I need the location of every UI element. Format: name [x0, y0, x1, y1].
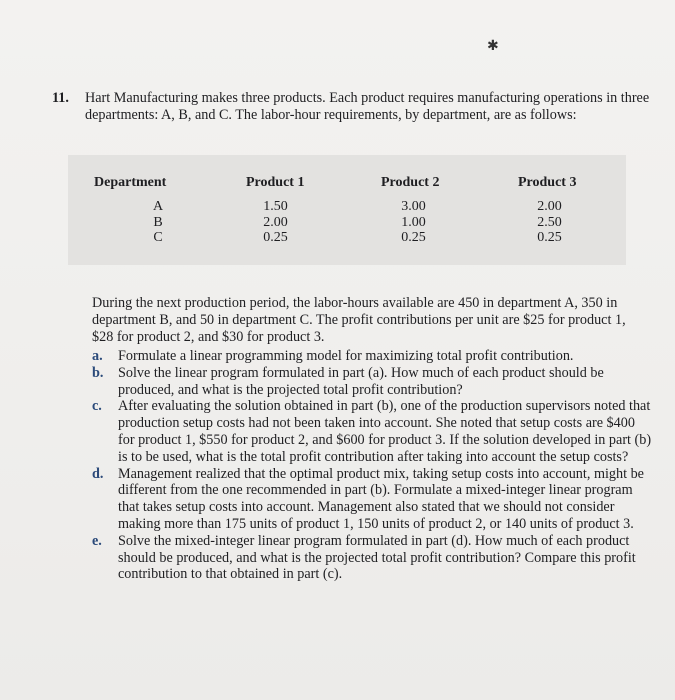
product2-cell: 0.25	[401, 230, 426, 245]
question-item	[92, 365, 652, 399]
department-cell: A	[152, 199, 164, 214]
question-label: b.	[92, 364, 104, 381]
product2-header: Product 2	[381, 175, 440, 190]
question-label: c.	[92, 398, 102, 415]
product3-cell: 2.50	[537, 214, 562, 230]
question-text: Formulate a linear programming model for maximizing total profit contribution.	[118, 348, 574, 364]
cursor-icon: ✱	[487, 38, 499, 54]
product1-header: Product 1	[246, 175, 305, 190]
product3-cell: 2.00	[537, 199, 562, 214]
product1-cell: 1.50	[263, 199, 288, 214]
question-label: d.	[92, 465, 104, 482]
question-text: Management realized that the optimal product mix, taking setup costs into account, might be different from the one recommended in part (b). Formulate a mixed-integer linear program that takes setup costs into account. Management also stated that we should not consider making more than 175 units of product 1, 150 units of product 2, or 140 units of product 3.	[118, 465, 644, 532]
question-list	[92, 348, 652, 583]
question-text: Solve the mixed-integer linear program formulated in part (d). How much of each product should be produced, and what is the projected total profit contribution? Compare this profit contribution to that obtained in part (c).	[118, 532, 636, 583]
production-period-paragraph: During the next production period, the labor-hours available are 450 in department A, 350 in department B, and 50 in department C. The profit contributions per unit are $25 for product 1, $28 for product 2, and $30 for product 3.	[92, 295, 626, 345]
question-item	[92, 466, 652, 533]
department-cell: B	[153, 214, 163, 230]
product2-cell: 1.00	[401, 214, 426, 230]
question-item	[92, 348, 652, 365]
product2-cell: 3.00	[401, 199, 426, 214]
question-item	[92, 533, 652, 583]
department-cell: C	[153, 230, 163, 245]
question-text: Solve the linear program formulated in part (a). How much of each product should be produced, and what is the projected total profit contribution?	[118, 364, 604, 398]
product3-cell: 0.25	[537, 230, 562, 245]
product1-cell: 2.00	[263, 214, 288, 230]
problem-header	[52, 90, 652, 124]
problem-number: 11.	[52, 90, 69, 106]
labor-hours-table	[68, 155, 626, 265]
problem-intro: Hart Manufacturing makes three products. Each product requires manufacturing operations in three departments: A, B, and C. The labor-hour requirements, by department, are as follows:	[85, 90, 650, 123]
department-header: Department	[94, 175, 167, 190]
question-label: a.	[92, 348, 103, 364]
question-item	[92, 398, 652, 465]
product1-cell: 0.25	[263, 230, 288, 245]
question-label: e.	[92, 532, 102, 549]
product3-header: Product 3	[518, 175, 577, 190]
question-text: After evaluating the solution obtained in part (b), one of the production supervisors noted that production setup costs had not been taken into account. She noted that setup costs are $400 for product 1, $550 for product 2, and $600 for product 3. If the solution developed in part (b) is to be used, what is the total profit contribution after taking into account the setup costs?	[118, 398, 652, 465]
